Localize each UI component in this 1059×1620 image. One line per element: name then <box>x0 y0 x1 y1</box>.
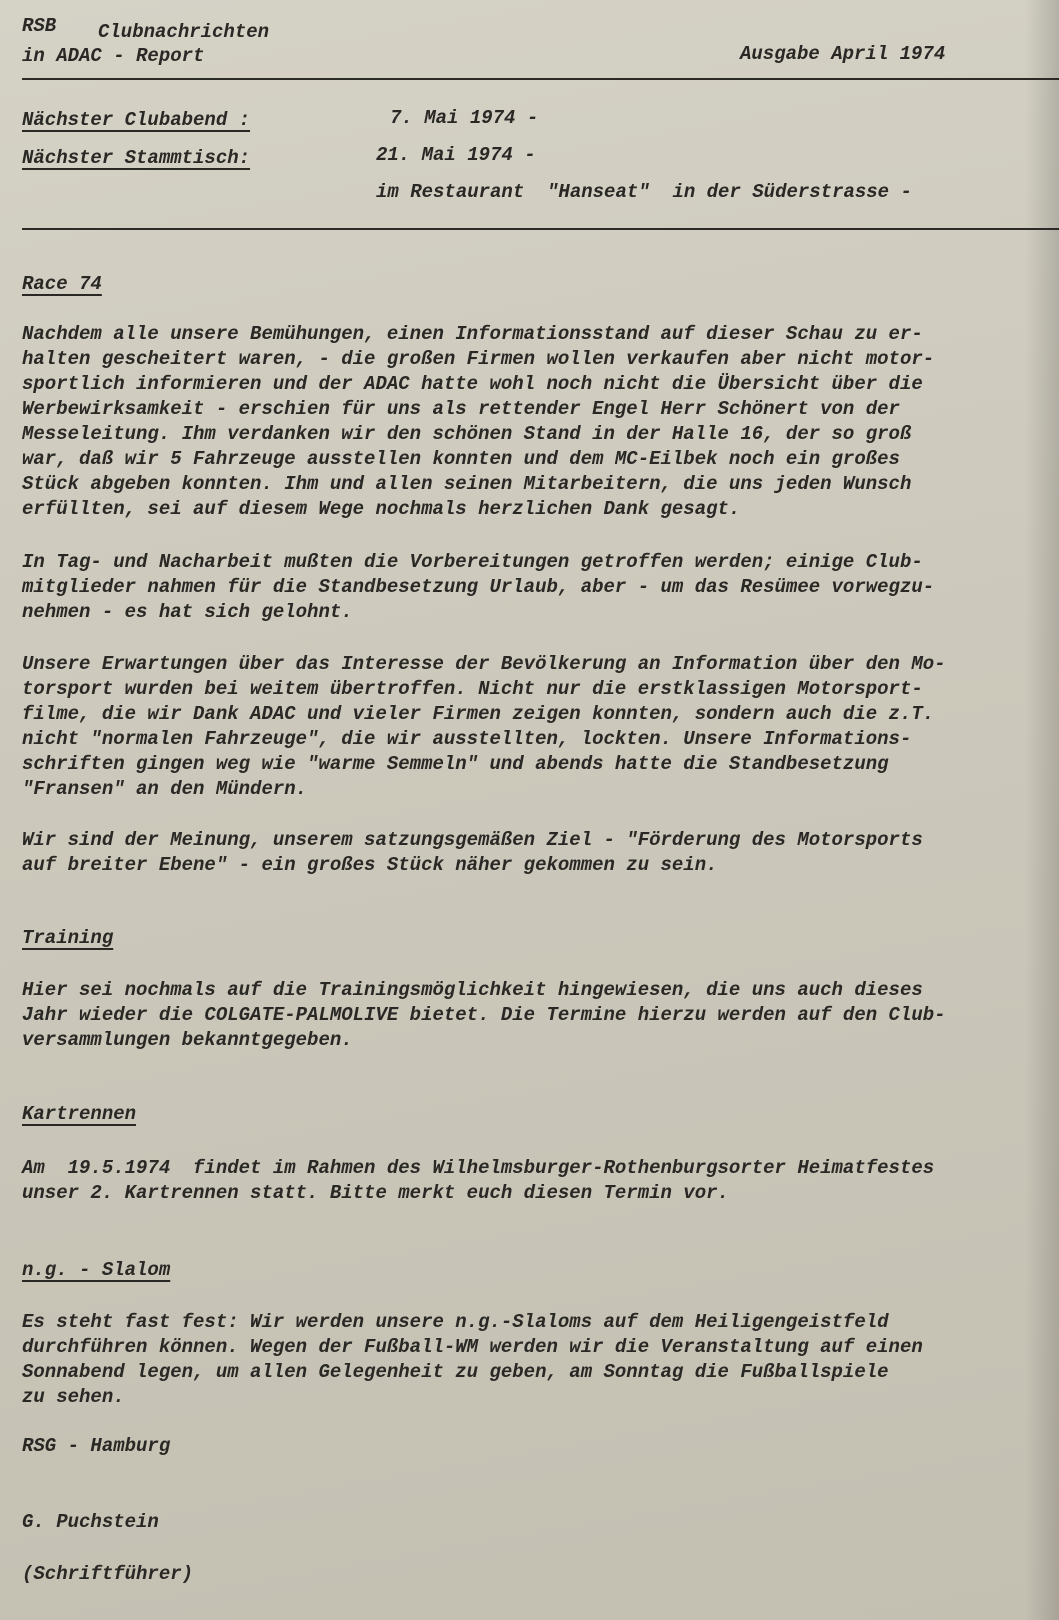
text-line: Am 19.5.1974 findet im Rahmen des Wilhelmsburger-Rothenburgsorter Heimatfestes <box>22 1157 935 1179</box>
text-line: Messeleitung. Ihm verdanken wir den schönen Stand in der Halle 16, der so groß <box>22 423 912 445</box>
text-line: sportlich informieren und der ADAC hatte wohl noch nicht die Übersicht über die <box>22 373 923 395</box>
text-line: schriften gingen weg wie "warme Semmeln" und abends hatte die Standbesetzung <box>22 753 889 775</box>
header-org: RSB <box>22 15 57 37</box>
header-title: Clubnachrichten <box>98 21 270 43</box>
schedule-divider <box>22 228 1059 230</box>
text-line: Jahr wieder die COLGATE-PALMOLIVE bietet. Die Termine hierzu werden auf den Club- <box>22 1004 946 1026</box>
text-line: war, daß wir 5 Fahrzeuge ausstellen konnten und dem MC-Eilbek noch ein großes <box>22 448 900 470</box>
text-line: "Fransen" an den Mündern. <box>22 778 308 800</box>
race-paragraph-3 <box>22 652 1042 802</box>
slalom-paragraph <box>22 1310 1042 1410</box>
text-line: Hier sei nochmals auf die Trainingsmöglichkeit hingewiesen, die uns auch dieses <box>22 979 923 1001</box>
text-line: filme, die wir Dank ADAC und vieler Firmen zeigen konnten, sondern auch die z.T. <box>22 703 935 725</box>
text-line: In Tag- und Nacharbeit mußten die Vorbereitungen getroffen werden; einige Club- <box>22 551 923 573</box>
text-line: unser 2. Kartrennen statt. Bitte merkt euch diesen Termin vor. <box>22 1182 729 1204</box>
text-line: durchführen können. Wegen der Fußball-WM werden wir die Veranstaltung auf einen <box>22 1336 923 1358</box>
text-line: Werbewirksamkeit - erschien für uns als rettender Engel Herr Schönert von der <box>22 398 900 420</box>
text-line: Unsere Erwartungen über das Interesse der Bevölkerung an Information über den Mo- <box>22 653 946 675</box>
text-line: nicht "normalen Fahrzeuge", die wir ausstellten, lockten. Unsere Informations- <box>22 728 912 750</box>
training-paragraph <box>22 978 1042 1053</box>
text-line: nehmen - es hat sich gelohnt. <box>22 601 353 623</box>
text-line: torsport wurden bei weitem übertroffen. Nicht nur die erstklassigen Motorsport- <box>22 678 923 700</box>
race-paragraph-2 <box>22 550 1042 625</box>
text-line: Sonnabend legen, um allen Gelegenheit zu geben, am Sonntag die Fußballspiele <box>22 1361 889 1383</box>
text-line: halten gescheitert waren, - die großen Firmen wollen verkaufen aber nicht motor- <box>22 348 935 370</box>
meeting-location: im Restaurant "Hanseat" in der Süderstrasse - <box>376 181 912 203</box>
section-title-race: Race 74 <box>22 273 102 295</box>
text-line: erfüllten, sei auf diesem Wege nochmals herzlichen Dank gesagt. <box>22 498 741 520</box>
section-title-slalom: n.g. - Slalom <box>22 1259 171 1281</box>
race-paragraph-4 <box>22 828 1042 878</box>
race-paragraph-1 <box>22 322 1042 522</box>
text-line: Stück abgeben konnten. Ihm und allen seinen Mitarbeitern, die uns jeden Wunsch <box>22 473 912 495</box>
section-title-training: Training <box>22 927 114 949</box>
text-line: zu sehen. <box>22 1386 125 1408</box>
section-title-kart: Kartrennen <box>22 1103 137 1125</box>
header-divider <box>22 78 1059 80</box>
stammtisch-label: Nächster Stammtisch: <box>22 147 251 169</box>
kart-paragraph <box>22 1156 1042 1206</box>
text-line: mitglieder nahmen für die Standbesetzung Urlaub, aber - um das Resümee vorwegzu- <box>22 576 935 598</box>
text-line: Wir sind der Meinung, unserem satzungsgemäßen Ziel - "Förderung des Motorsports <box>22 829 923 851</box>
text-line: Nachdem alle unsere Bemühungen, einen Informationsstand auf dieser Schau zu er- <box>22 323 923 345</box>
text-line: Es steht fast fest: Wir werden unsere n.g.-Slaloms auf dem Heiligengeistfeld <box>22 1311 889 1333</box>
footer-group: RSG - Hamburg <box>22 1435 171 1457</box>
footer-role: (Schriftführer) <box>22 1563 194 1585</box>
clubabend-date: 7. Mai 1974 - <box>390 107 539 129</box>
header-issue: Ausgabe April 1974 <box>740 43 946 65</box>
text-line: versammlungen bekanntgegeben. <box>22 1029 353 1051</box>
clubabend-label: Nächster Clubabend : <box>22 109 251 131</box>
stammtisch-date: 21. Mai 1974 - <box>376 144 536 166</box>
header-subtitle: in ADAC - Report <box>22 45 205 67</box>
footer-name: G. Puchstein <box>22 1511 159 1533</box>
text-line: auf breiter Ebene" - ein großes Stück näher gekommen zu sein. <box>22 854 718 876</box>
